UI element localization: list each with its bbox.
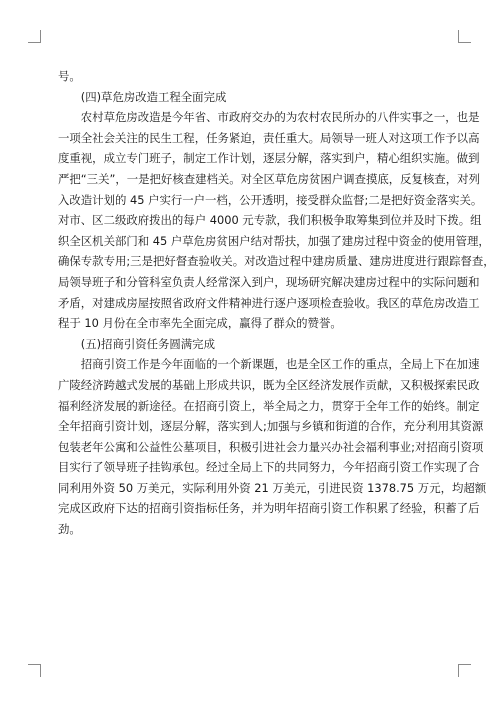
text-line: 号。 bbox=[58, 69, 81, 83]
crop-mark-bottom-right bbox=[458, 664, 471, 677]
text-line: 织全区机关部门和 45 户草危房贫困户结对帮扶，加强了建房过程中资金的使用管理， bbox=[58, 233, 490, 248]
text-line: 全年招商引资计划，逐层分解，落实到人;加强与乡镇和街道的合作，充分利用其资源 bbox=[58, 419, 484, 434]
text-line: 劲。 bbox=[58, 522, 81, 537]
text-line: 程于 10 月份在全市率先全面完成，赢得了群众的赞誉。 bbox=[58, 316, 342, 331]
text-line: 包装老年公寓和公益性公墓项目，积极引进社会力量兴办社会福利事业;对招商引资项 bbox=[58, 439, 484, 454]
text-line: 农村草危房改造是今年省、市政府交办的为农村农民所办的八件实事之一，也是 bbox=[58, 110, 480, 125]
text-line: 完成区政府下达的招商引资指标任务，并为明年招商引资工作积累了经验，积蓄了后 bbox=[58, 501, 480, 516]
text-line: 招商引资工作是今年面临的一个新课题，也是全区工作的重点，全局上下在加速 bbox=[58, 357, 480, 372]
text-line: 局领导班子和分管科室负责人经常深入到户，现场研究解决建房过程中的实际问题和 bbox=[58, 274, 480, 289]
section-heading-5: (五)招商引资任务圆满完成 bbox=[58, 336, 215, 351]
text-line: 对市、区二级政府拨出的每户 4000 元专款，我们积极争取筹集到位并及时下拨。组 bbox=[58, 213, 482, 228]
text-line: 同利用外资 50 万美元，实际利用外资 21 万美元，引进民资 1378.75 万元，均超额 bbox=[58, 480, 487, 495]
crop-mark-top-left bbox=[28, 30, 41, 43]
section-heading-4: (四)草危房改造工程全面完成 bbox=[58, 89, 227, 104]
text-line: 福利经济发展的新途径。在招商引资上，举全局之力，贯穿于全年工作的始终。制定 bbox=[58, 398, 480, 413]
text-line: 度重视，成立专门班子，制定工作计划，逐层分解，落实到户，精心组织实施。做到 bbox=[58, 151, 480, 166]
text-line: 目实行了领导班子挂钩承包。经过全局上下的共同努力，今年招商引资工作实现了合 bbox=[58, 460, 480, 475]
text-line: 矛盾，对建成房屋按照省政府文件精神进行逐户逐项检查验收。我区的草危房改造工 bbox=[58, 295, 480, 310]
text-line: 一项全社会关注的民生工程，任务紧迫，责任重大。局领导一班人对这项工作予以高 bbox=[58, 130, 480, 145]
document-page bbox=[58, 66, 495, 540]
text-line: 确保专款专用;三是把好督查验收关。对改造过程中建房质量、建房进度进行跟踪督查， bbox=[58, 254, 495, 269]
text-line: 广陵经济跨越式发展的基础上形成共识，既为全区经济发展作贡献，又积极探索民政 bbox=[58, 377, 480, 392]
crop-mark-bottom-left bbox=[28, 664, 41, 677]
crop-mark-top-right bbox=[458, 30, 471, 43]
text-line: 入改造计划的 45 户实行一户一档，公开透明，接受群众监督;二是把好资金落实关。 bbox=[58, 192, 483, 207]
text-line: 严把“三关”，一是把好核查建档关。对全区草危房贫困户调查摸底，反复核查，对列 bbox=[58, 171, 480, 186]
